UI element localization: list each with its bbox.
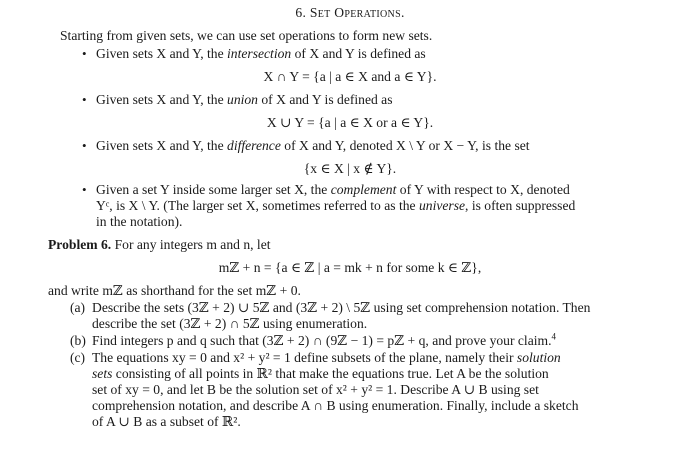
part-text-line1: Describe the sets (3ℤ + 2) ∪ 5ℤ and (3ℤ + 2) \ 5ℤ using set comprehension notation. Then: [92, 300, 591, 315]
formula-union: X ∪ Y = {a | a ∈ X or a ∈ Y}.: [266, 115, 434, 130]
term-solution: solution: [516, 350, 561, 365]
formula-difference: {x ∈ X | x ∉ Y}.: [303, 161, 397, 176]
term-universe: universe: [418, 198, 466, 213]
part-text-line3: set of xy = 0, and let B be the solution set of x² + y² = 1. Describe A ∪ B using set: [92, 382, 539, 397]
problem-shorthand: and write mℤ as shorthand for the set mℤ + 0.: [48, 283, 301, 298]
bullet-text-line3: in the notation).: [96, 214, 183, 229]
problem-definition: mℤ + n = {a ∈ ℤ | a = mk + n for some k ∈ ℤ},: [218, 260, 482, 275]
bullet-dot-icon: •: [82, 46, 87, 61]
intro-paragraph: Starting from given sets, we can use set operations to form new sets.: [60, 28, 433, 43]
bullet-text: Given sets X and Y, the union of X and Y is defined as: [96, 92, 393, 107]
part-text-line5: of A ∪ B as a subset of ℝ².: [92, 414, 241, 429]
part-text-line2: describe the set (3ℤ + 2) ∩ 5ℤ using enumeration.: [92, 316, 368, 331]
bullet-text: Given sets X and Y, the difference of X and Y, denoted X \ Y or X − Y, is the set: [96, 138, 530, 153]
part-label: (a): [70, 300, 86, 315]
part-label: (b): [70, 333, 86, 348]
part-text-line2: sets consisting of all points in ℝ² that make the equations true. Let A be the solution: [92, 366, 549, 381]
term-sets: sets: [92, 366, 113, 381]
bullet-text-line2: Yᶜ, is X \ Y. (The larger set X, sometimes referred to as the universe, is often suppressed: [96, 198, 576, 213]
footnote-marker: 4: [551, 331, 556, 342]
term-difference: difference: [227, 138, 281, 153]
part-text-line1: The equations xy = 0 and x² + y² = 1 define subsets of the plane, namely their solution: [92, 350, 561, 365]
part-text-line1: Find integers p and q such that (3ℤ + 2) ∩ (9ℤ − 1) = pℤ + q, and prove your claim.$^4$: [92, 331, 556, 348]
part-label: (c): [70, 350, 86, 365]
problem-header: Problem 6. For any integers m and n, let: [48, 237, 271, 252]
term-complement: complement: [330, 182, 397, 197]
bullet-text: Given sets X and Y, the intersection of X and Y is defined as: [96, 46, 426, 61]
term-intersection: intersection: [227, 46, 292, 61]
bullet-dot-icon: •: [82, 182, 87, 197]
part-text-line4: comprehension notation, and describe A ∩ B using enumeration. Finally, include a sketch: [92, 398, 579, 413]
formula-intersection: X ∩ Y = {a | a ∈ X and a ∈ Y}.: [263, 69, 437, 84]
bullet-dot-icon: •: [82, 138, 87, 153]
term-union: union: [227, 92, 258, 107]
problem-label: Problem 6.: [48, 237, 112, 252]
bullet-dot-icon: •: [82, 92, 87, 107]
section-title: 6. Set Operations.: [295, 5, 405, 20]
bullet-text-line1: Given a set Y inside some larger set X, the complement of Y with respect to X, denoted: [96, 182, 570, 197]
